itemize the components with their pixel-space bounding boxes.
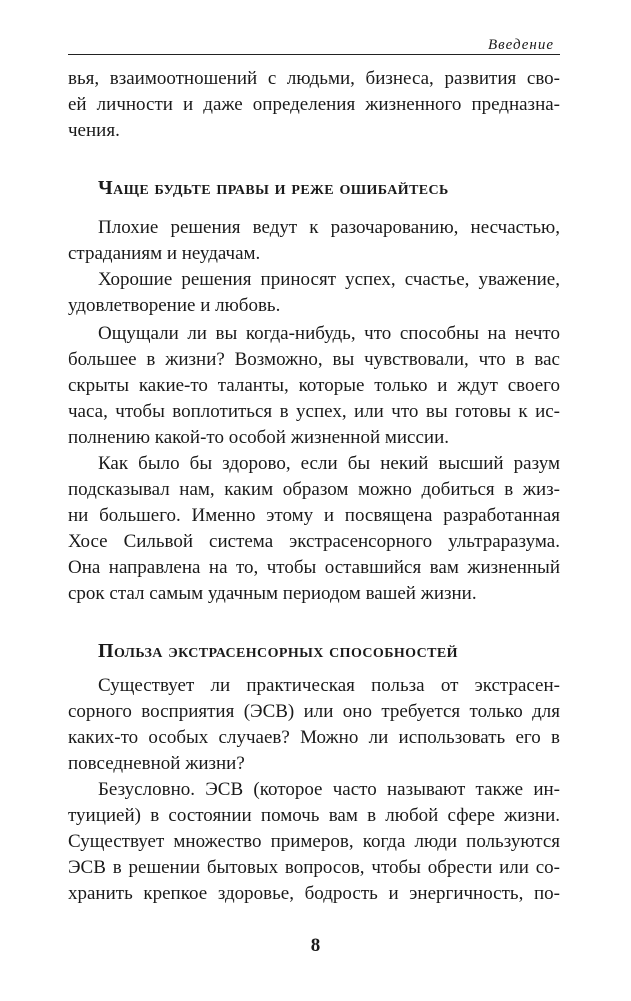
text-line: Ощущали ли вы когда-нибудь, что способны на нечто <box>98 323 560 344</box>
text-line: Существует множество примеров, когда люди пользуются <box>68 831 560 852</box>
text-line: часа, чтобы воплотиться в успех, или что вы готовы к ис- <box>68 401 560 422</box>
text-line: Она направлена на то, чтобы оставшийся вам жизненный <box>68 557 560 578</box>
header-rule <box>68 54 560 55</box>
text-line: ни большего. Именно этому и посвящена разработанная <box>68 505 560 526</box>
text-line: удовлетворение и любовь. <box>68 295 281 316</box>
text-line: каких-то особых случаев? Можно ли использовать его в <box>68 727 560 748</box>
text-line: Хосе Сильвой система экстрасенсорного ультраразума. <box>68 531 560 552</box>
text-line: вья, взаимоотношений с людьми, бизнеса, развития сво- <box>68 68 560 89</box>
text-line: Безусловно. ЭСВ (которое часто называют также ин- <box>98 779 560 800</box>
text-line: чения. <box>68 120 120 141</box>
section-heading: Чаще будьте правы и реже ошибайтесь <box>98 177 449 199</box>
text-line: большее в жизни? Возможно, вы чувствовали, что в вас <box>68 349 560 370</box>
text-line: Как было бы здорово, если бы некий высший разум <box>98 453 560 474</box>
text-line: ей личности и даже определения жизненного предназна- <box>68 94 560 115</box>
text-line: хранить крепкое здоровье, бодрость и энергичность, по- <box>68 883 560 904</box>
text-line: Существует ли практическая польза от экстрасен- <box>98 675 560 696</box>
text-line: ЭСВ в решении бытовых вопросов, чтобы обрести или со- <box>68 857 560 878</box>
text-line: Плохие решения ведут к разочарованию, несчастью, <box>98 217 560 238</box>
text-line: сорного восприятия (ЭСВ) или оно требуется только для <box>68 701 560 722</box>
text-line: туицией) в состоянии помочь вам в любой сфере жизни. <box>68 805 560 826</box>
text-line: подсказывал нам, каким образом можно добиться в жиз- <box>68 479 560 500</box>
text-line: повседневной жизни? <box>68 753 245 774</box>
section-heading: Польза экстрасенсорных способностей <box>98 640 458 662</box>
text-line: Хорошие решения приносят успех, счастье, уважение, <box>98 269 560 290</box>
running-head: Введение <box>488 37 554 53</box>
text-line: срок стал самым удачным периодом вашей жизни. <box>68 583 477 604</box>
page-number: 8 <box>310 935 321 956</box>
text-line: скрыты какие-то таланты, которые только и ждут своего <box>68 375 560 396</box>
text-line: полнению какой-то особой жизненной миссии. <box>68 427 450 448</box>
text-line: страданиям и неудачам. <box>68 243 261 264</box>
